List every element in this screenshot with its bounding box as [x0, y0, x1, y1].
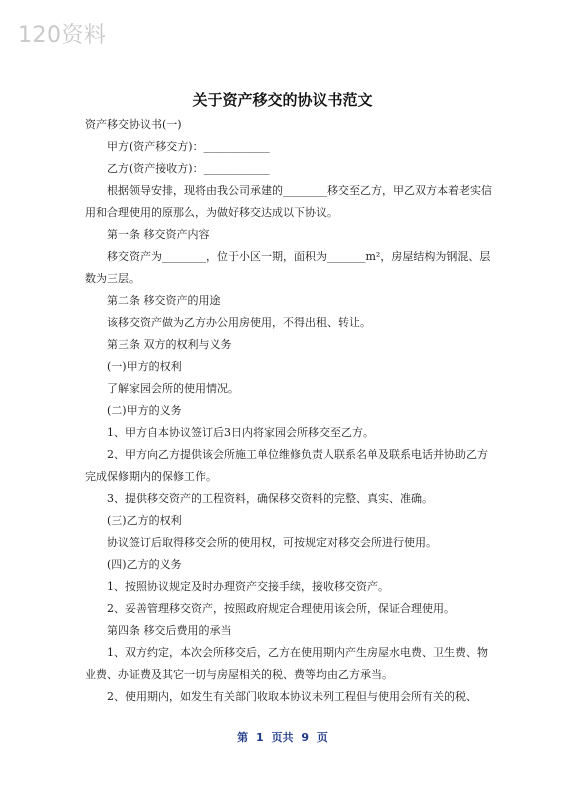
paragraph: (四)乙方的义务	[107, 558, 182, 571]
paragraph: 了解家园会所的使用情况。	[107, 382, 239, 395]
paragraph: 第四条 移交后费用的承当	[107, 624, 232, 637]
document-title: 关于资产移交的协议书范文	[192, 91, 373, 109]
paragraph: 第一条 移交资产内容	[107, 228, 210, 241]
paragraph: 根据领导安排，现将由我公司承建的________移交至乙方，甲乙双方本着老实信用和合理使用的原那么，为做好移交达成以下协议。	[85, 184, 492, 219]
paragraph: 3、提供移交资产的工程资料，确保移交资料的完整、真实、准确。	[107, 492, 433, 505]
paragraph: 该移交资产做为乙方办公用房使用，不得出租、转让。	[107, 316, 371, 329]
paragraph: 1、按照协议规定及时办理资产交接手续，接收移交资产。	[107, 580, 389, 593]
paragraph: 2、甲方向乙方提供该会所施工单位维修负责人联系名单及联系电话并协助乙方完成保修期内的保修工作。	[85, 448, 488, 483]
page-suffix: 页	[316, 731, 328, 744]
paragraph: 第三条 双方的权利与义务	[107, 338, 232, 351]
paragraph: 2、使用期内，如发生有关部门收取本协议未列工程但与使用会所有关的税、	[107, 690, 477, 703]
document-body	[85, 114, 495, 708]
page-total: 9	[301, 731, 309, 744]
paragraph: 甲方(资产移交方)：____________	[107, 140, 270, 153]
watermark: 120资料	[18, 23, 107, 48]
paragraph: 资产移交协议书(一)	[85, 118, 182, 131]
page-current: 1	[256, 731, 264, 744]
paragraph: 乙方(资产接收方)：____________	[107, 162, 270, 175]
page-prefix: 第	[237, 731, 249, 744]
page-indicator	[0, 729, 565, 745]
paragraph: 移交资产为________，位于小区一期，面积为_______m²，房屋结构为钢混、层数为三层。	[85, 250, 491, 285]
paragraph: 1、双方约定，本次会所移交后，乙方在使用期内产生房屋水电费、卫生费、物业费、办证费及其它一切与房屋相关的税、费等均由乙方承当。	[85, 646, 488, 681]
paragraph: 协议签订后取得移交会所的使用权，可按规定对移交会所进行使用。	[107, 536, 437, 549]
page-middle: 页共	[271, 731, 294, 744]
paragraph: (一)甲方的权利	[107, 360, 182, 373]
paragraph: 2、妥善管理移交资产，按照政府规定合理使用该会所，保证合理使用。	[107, 602, 455, 615]
paragraph: (二)甲方的义务	[107, 404, 182, 417]
paragraph: 第二条 移交资产的用途	[107, 294, 221, 307]
paragraph: 1、甲方自本协议签订后3日内将家园会所移交至乙方。	[107, 426, 374, 439]
paragraph: (三)乙方的权利	[107, 514, 182, 527]
